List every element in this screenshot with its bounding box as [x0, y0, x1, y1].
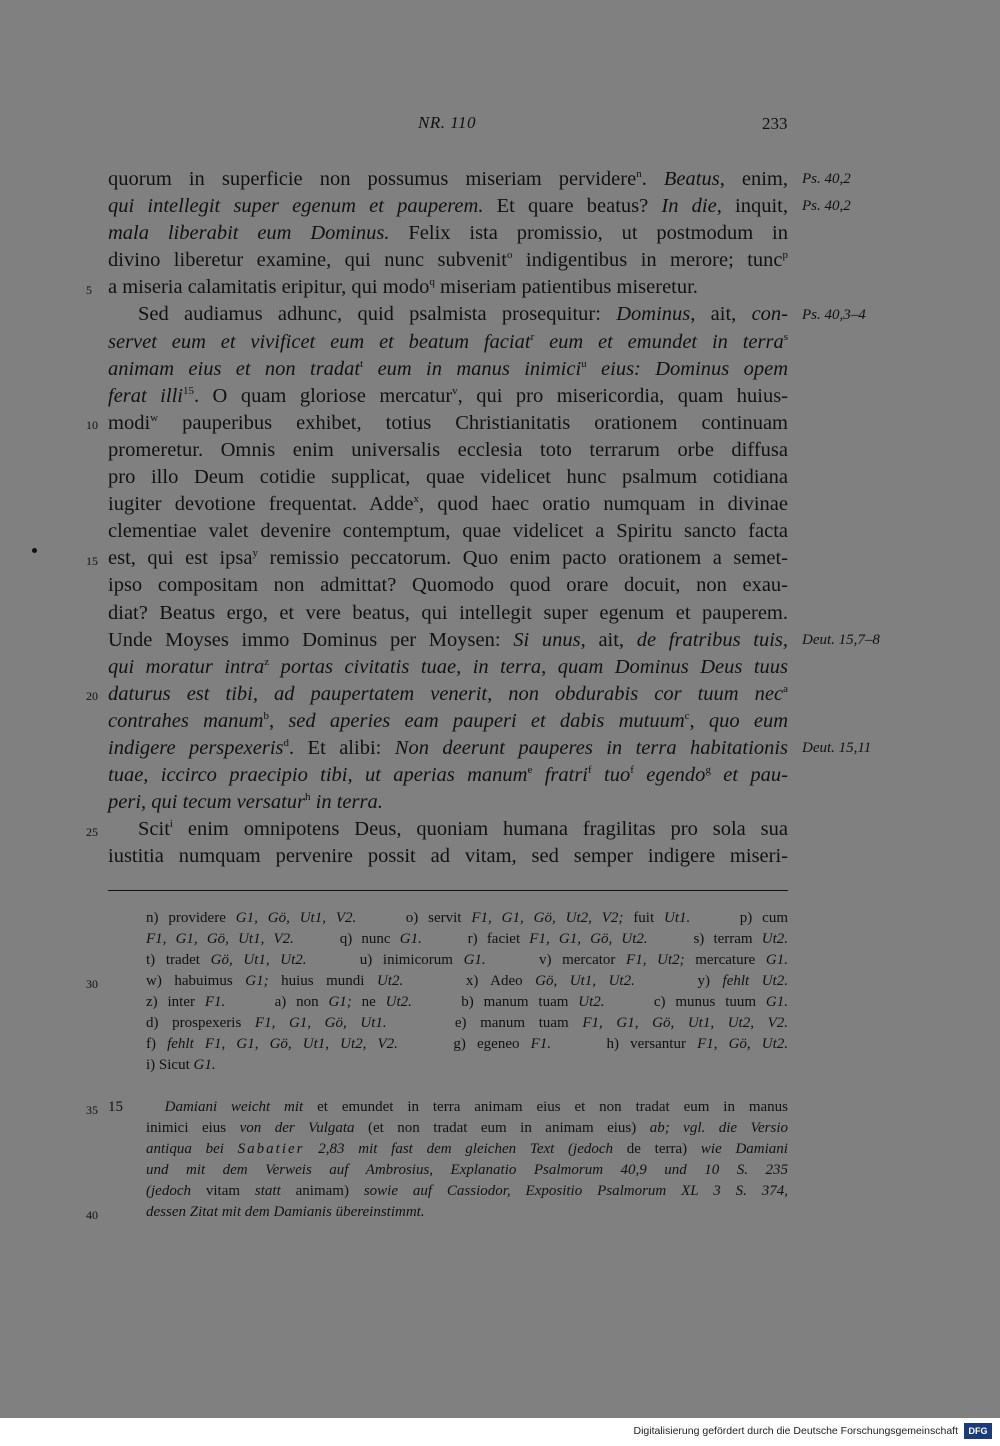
- line-number: 30: [86, 976, 98, 991]
- main-text-line: ferat illi$^{15}$. O quam gloriose mercatur$^v$, qui pro misericordia, quam huius-: [108, 384, 789, 407]
- source-notes: [108, 1097, 788, 1223]
- main-text-line: pro illo Deum cotidie supplicat, quae videlicet hunc psalmum cotidiana: [108, 466, 788, 489]
- line-number: 15: [86, 553, 98, 568]
- line-number: 20: [86, 689, 98, 704]
- apparatus-line: w) habuimus G1; huius mundi Ut2. x) Adeo Gö, Ut1, Ut2. y) fehlt Ut2.: [146, 973, 788, 989]
- main-text-line: tuae, iccirco praecipio tibi, ut aperias manum$^e$ fratri$^f$ tuo$^f$ egendo$^g$ et pau-: [108, 764, 788, 787]
- scan-speck: [32, 548, 37, 553]
- note-line: inimici eius von der Vulgata (et non tradat eum in animam eius) ab; vgl. die Versio: [146, 1120, 788, 1136]
- main-text-line: Unde Moyses immo Dominus per Moysen: Si unus, ait, de fratribus tuis,: [108, 628, 788, 651]
- main-text-line: divino liberetur examine, qui nunc subvenit$^o$ indigentibus in merore; tunc$^p$: [108, 249, 789, 272]
- apparatus-line: F1, G1, Gö, Ut1, V2. q) nunc G1. r) faciet F1, G1, Gö, Ut2. s) terram Ut2.: [146, 931, 789, 947]
- note-line: 15 Damiani weicht mit et emundet in terra animam eius et non tradat eum in manus: [108, 1099, 789, 1115]
- apparatus-line: z) inter F1. a) non G1; ne Ut2. b) manum tuam Ut2. c) munus tuum G1.: [146, 994, 788, 1010]
- main-text-line: qui intellegit super egenum et pauperem. Et quare beatus? In die, inquit,: [108, 195, 789, 218]
- line-number: 10: [86, 418, 98, 433]
- margin-reference: Ps. 40,3–4: [802, 306, 866, 323]
- main-text-line: mala liberabit eum Dominus. Felix ista promissio, ut postmodum in: [108, 222, 789, 245]
- line-number: 35: [86, 1102, 98, 1117]
- main-text-line: est, qui est ipsa$^y$ remissio peccatorum. Quo enim pacto orationem a semet-: [108, 547, 789, 570]
- footnote-rule: [108, 890, 788, 891]
- main-text-line: peri, qui tecum versatur$^h$ in terra.: [108, 791, 383, 814]
- main-text-line: qui moratur intra$^z$ portas civitatis tuae, in terra, quam Dominus Deus tuus: [108, 655, 789, 678]
- running-title: NR. 110: [418, 113, 476, 132]
- margin-reference: Deut. 15,7–8: [802, 631, 880, 648]
- main-text-line: Scit$^i$ enim omnipotens Deus, quoniam humana fragilitas pro sola sua: [138, 818, 788, 841]
- apparatus-line: d) prospexeris F1, G1, Gö, Ut1. e) manum tuam F1, G1, Gö, Ut1, Ut2, V2.: [146, 1015, 789, 1031]
- apparatus-line: f) fehlt F1, G1, Gö, Ut1, Ut2, V2. g) egeneo F1. h) versantur F1, Gö, Ut2.: [146, 1036, 789, 1052]
- main-text-line: ipso compositam non admittat? Quomodo quod orare docuit, non exau-: [108, 574, 788, 597]
- footer-credit: Digitalisierung gefördert durch die Deutsche Forschungsgemeinschaft: [633, 1425, 958, 1437]
- page-number: 233: [762, 114, 788, 133]
- line-number: 25: [86, 824, 98, 839]
- main-text-line: iugiter devotione frequentat. Adde$^x$, quod haec oratio numquam in divinae: [108, 493, 789, 516]
- main-text-line: diat? Beatus ergo, et vere beatus, qui intellegit super egenum et pauperem.: [108, 601, 788, 624]
- margin-reference: Deut. 15,11: [802, 740, 872, 757]
- margin-reference: Ps. 40,2: [802, 171, 851, 187]
- dfg-logo: DFG: [964, 1423, 992, 1439]
- note-line: dessen Zitat mit dem Damianis übereinstimmt.: [146, 1204, 425, 1220]
- main-text-line: promeretur. Omnis enim universalis ecclesia toto terrarum orbe diffusa: [108, 438, 788, 461]
- line-number: 40: [86, 1207, 98, 1222]
- main-text-line: indigere perspexeris$^d$. Et alibi: Non deerunt pauperes in terra habitationis: [108, 736, 788, 759]
- apparatus-line: t) tradet Gö, Ut1, Ut2. u) inimicorum G1. v) mercator F1, Ut2; mercature G1.: [146, 952, 788, 968]
- main-text-line: iustitia numquam pervenire possit ad vitam, sed semper indigere miseri-: [108, 845, 788, 868]
- main-text: [108, 166, 788, 870]
- main-text-line: Sed audiamus adhunc, quid psalmista prosequitur: Dominus, ait, con-: [138, 303, 788, 326]
- main-text-line: daturus est tibi, ad paupertatem venerit, non obdurabis cor tuum nec$^a$: [108, 682, 788, 705]
- line-number: 5: [86, 282, 92, 297]
- main-text-line: servet eum et vivificet eum et beatum faciat$^r$ eum et emundet in terra$^s$: [108, 330, 788, 353]
- main-text-line: clementiae valet devenire contemptum, quae videlicet a Spiritu sancto facta: [108, 520, 788, 543]
- apparatus-line: i) Sicut G1.: [146, 1057, 216, 1073]
- apparatus-line: n) providere G1, Gö, Ut1, V2. o) servit F1, G1, Gö, Ut2, V2; fuit Ut1. p) cum: [146, 910, 788, 926]
- main-text-line: contrahes manum$^b$, sed aperies eam pauperi et dabis mutuum$^c$, quo eum: [108, 709, 789, 732]
- note-line: antiqua bei Sabatier 2,83 mit fast dem gleichen Text (jedoch de terra) wie Damiani: [146, 1141, 788, 1157]
- main-text-line: quorum in superficie non possumus miseriam pervidere$^n$. Beatus, enim,: [108, 168, 788, 190]
- critical-apparatus: [146, 908, 788, 1076]
- main-text-line: modi$^w$ pauperibus exhibet, totius Christianitatis orationem continuam: [108, 411, 788, 434]
- note-line: (jedoch vitam statt animam) sowie auf Cassiodor, Expositio Psalmorum XL 3 S. 374,: [146, 1183, 788, 1199]
- note-line: und mit dem Verweis auf Ambrosius, Explanatio Psalmorum 40,9 und 10 S. 235: [146, 1162, 788, 1178]
- margin-reference: Ps. 40,2: [802, 198, 851, 215]
- main-text-line: animam eius et non tradat$^t$ eum in manus inimici$^u$ eius: Dominus opem: [108, 357, 789, 380]
- main-text-line: a miseria calamitatis eripitur, qui modo$^q$ miseriam patientibus miseretur.: [108, 276, 698, 299]
